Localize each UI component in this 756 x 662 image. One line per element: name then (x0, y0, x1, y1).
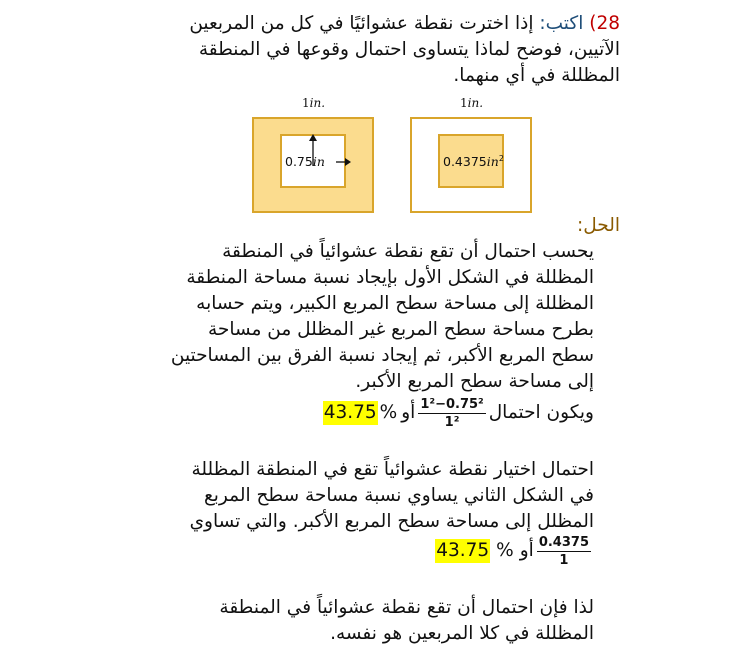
para1-line-4: بطرح مساحة سطح المربع غير المظلل من مساحة (208, 319, 594, 340)
question-text-1: إذا اخترت نقطة عشوائيًا في كل من المربعين (189, 13, 534, 34)
result2-value: 43.75 (436, 540, 490, 561)
figure-left-inner-label: 0.75in (285, 154, 325, 169)
result1-value: 43.75 (323, 402, 377, 423)
para2-line-3: المظلل إلى مساحة سطح المربع الأكبر. والتي تساوي (189, 511, 594, 532)
result2-fraction-numerator: 0.4375 (538, 534, 589, 550)
result2-fraction-denominator: 1 (559, 552, 569, 568)
result2-or: أو (519, 540, 534, 561)
para2-line-1: احتمال اختيار نقطة عشوائياً تقع في المنطقة المظللة (191, 459, 594, 480)
para1-line-6: إلى مساحة سطح المربع الأكبر. (355, 371, 594, 392)
figure-square-right (410, 96, 532, 214)
result1-fraction (418, 397, 485, 430)
result1-fraction-denominator: 1² (444, 414, 460, 430)
conclusion-line-2: المظللة في كلا المربعين هو نفسه. (330, 623, 594, 644)
figure-right-inner-label: $0.4375in^2$ (443, 154, 504, 170)
result2-line (435, 534, 594, 568)
question-line-3: المظللة في أي منهما. (453, 65, 620, 86)
figure-square-left (252, 96, 374, 214)
solution-label: الحل: (577, 215, 620, 236)
result2-percent: % (496, 540, 514, 561)
figure-left-top-label: 1in. (302, 96, 326, 110)
question-label: اكتب: (539, 13, 584, 34)
question-number: 28) (589, 13, 620, 34)
para1-line-5: سطح المربع الأكبر، ثم إيجاد نسبة الفرق بين المساحتين (170, 345, 594, 366)
result1-fraction-numerator: 1²−0.75² (420, 396, 484, 412)
question-line-2: الآتيين، فوضح لماذا يتساوى احتمال وقوعها في المنطقة (198, 39, 620, 60)
result1-prefix: ويكون احتمال (488, 402, 594, 423)
result2-fraction (537, 535, 591, 568)
para1-line-2: المظللة في الشكل الأول بإيجاد نسبة مساحة المنطقة (186, 267, 594, 288)
result1-percent: % (379, 402, 398, 423)
conclusion-line-1: لذا فإن احتمال أن تقع نقطة عشوائياً في المنطقة (219, 597, 594, 618)
para2-line-2: في الشكل الثاني يساوي نسبة مساحة سطح المربع (203, 485, 594, 506)
result1-line (323, 396, 594, 430)
para1-line-1: يحسب احتمال أن تقع نقطة عشوائياً في المنطقة (222, 241, 594, 262)
para1-line-3: المظللة إلى مساحة سطح المربع الكبير، ويتم حسابه (196, 293, 594, 314)
result1-or: أو (401, 402, 416, 423)
question-line-1 (189, 12, 620, 36)
figure-right-top-label: 1in. (460, 96, 484, 110)
